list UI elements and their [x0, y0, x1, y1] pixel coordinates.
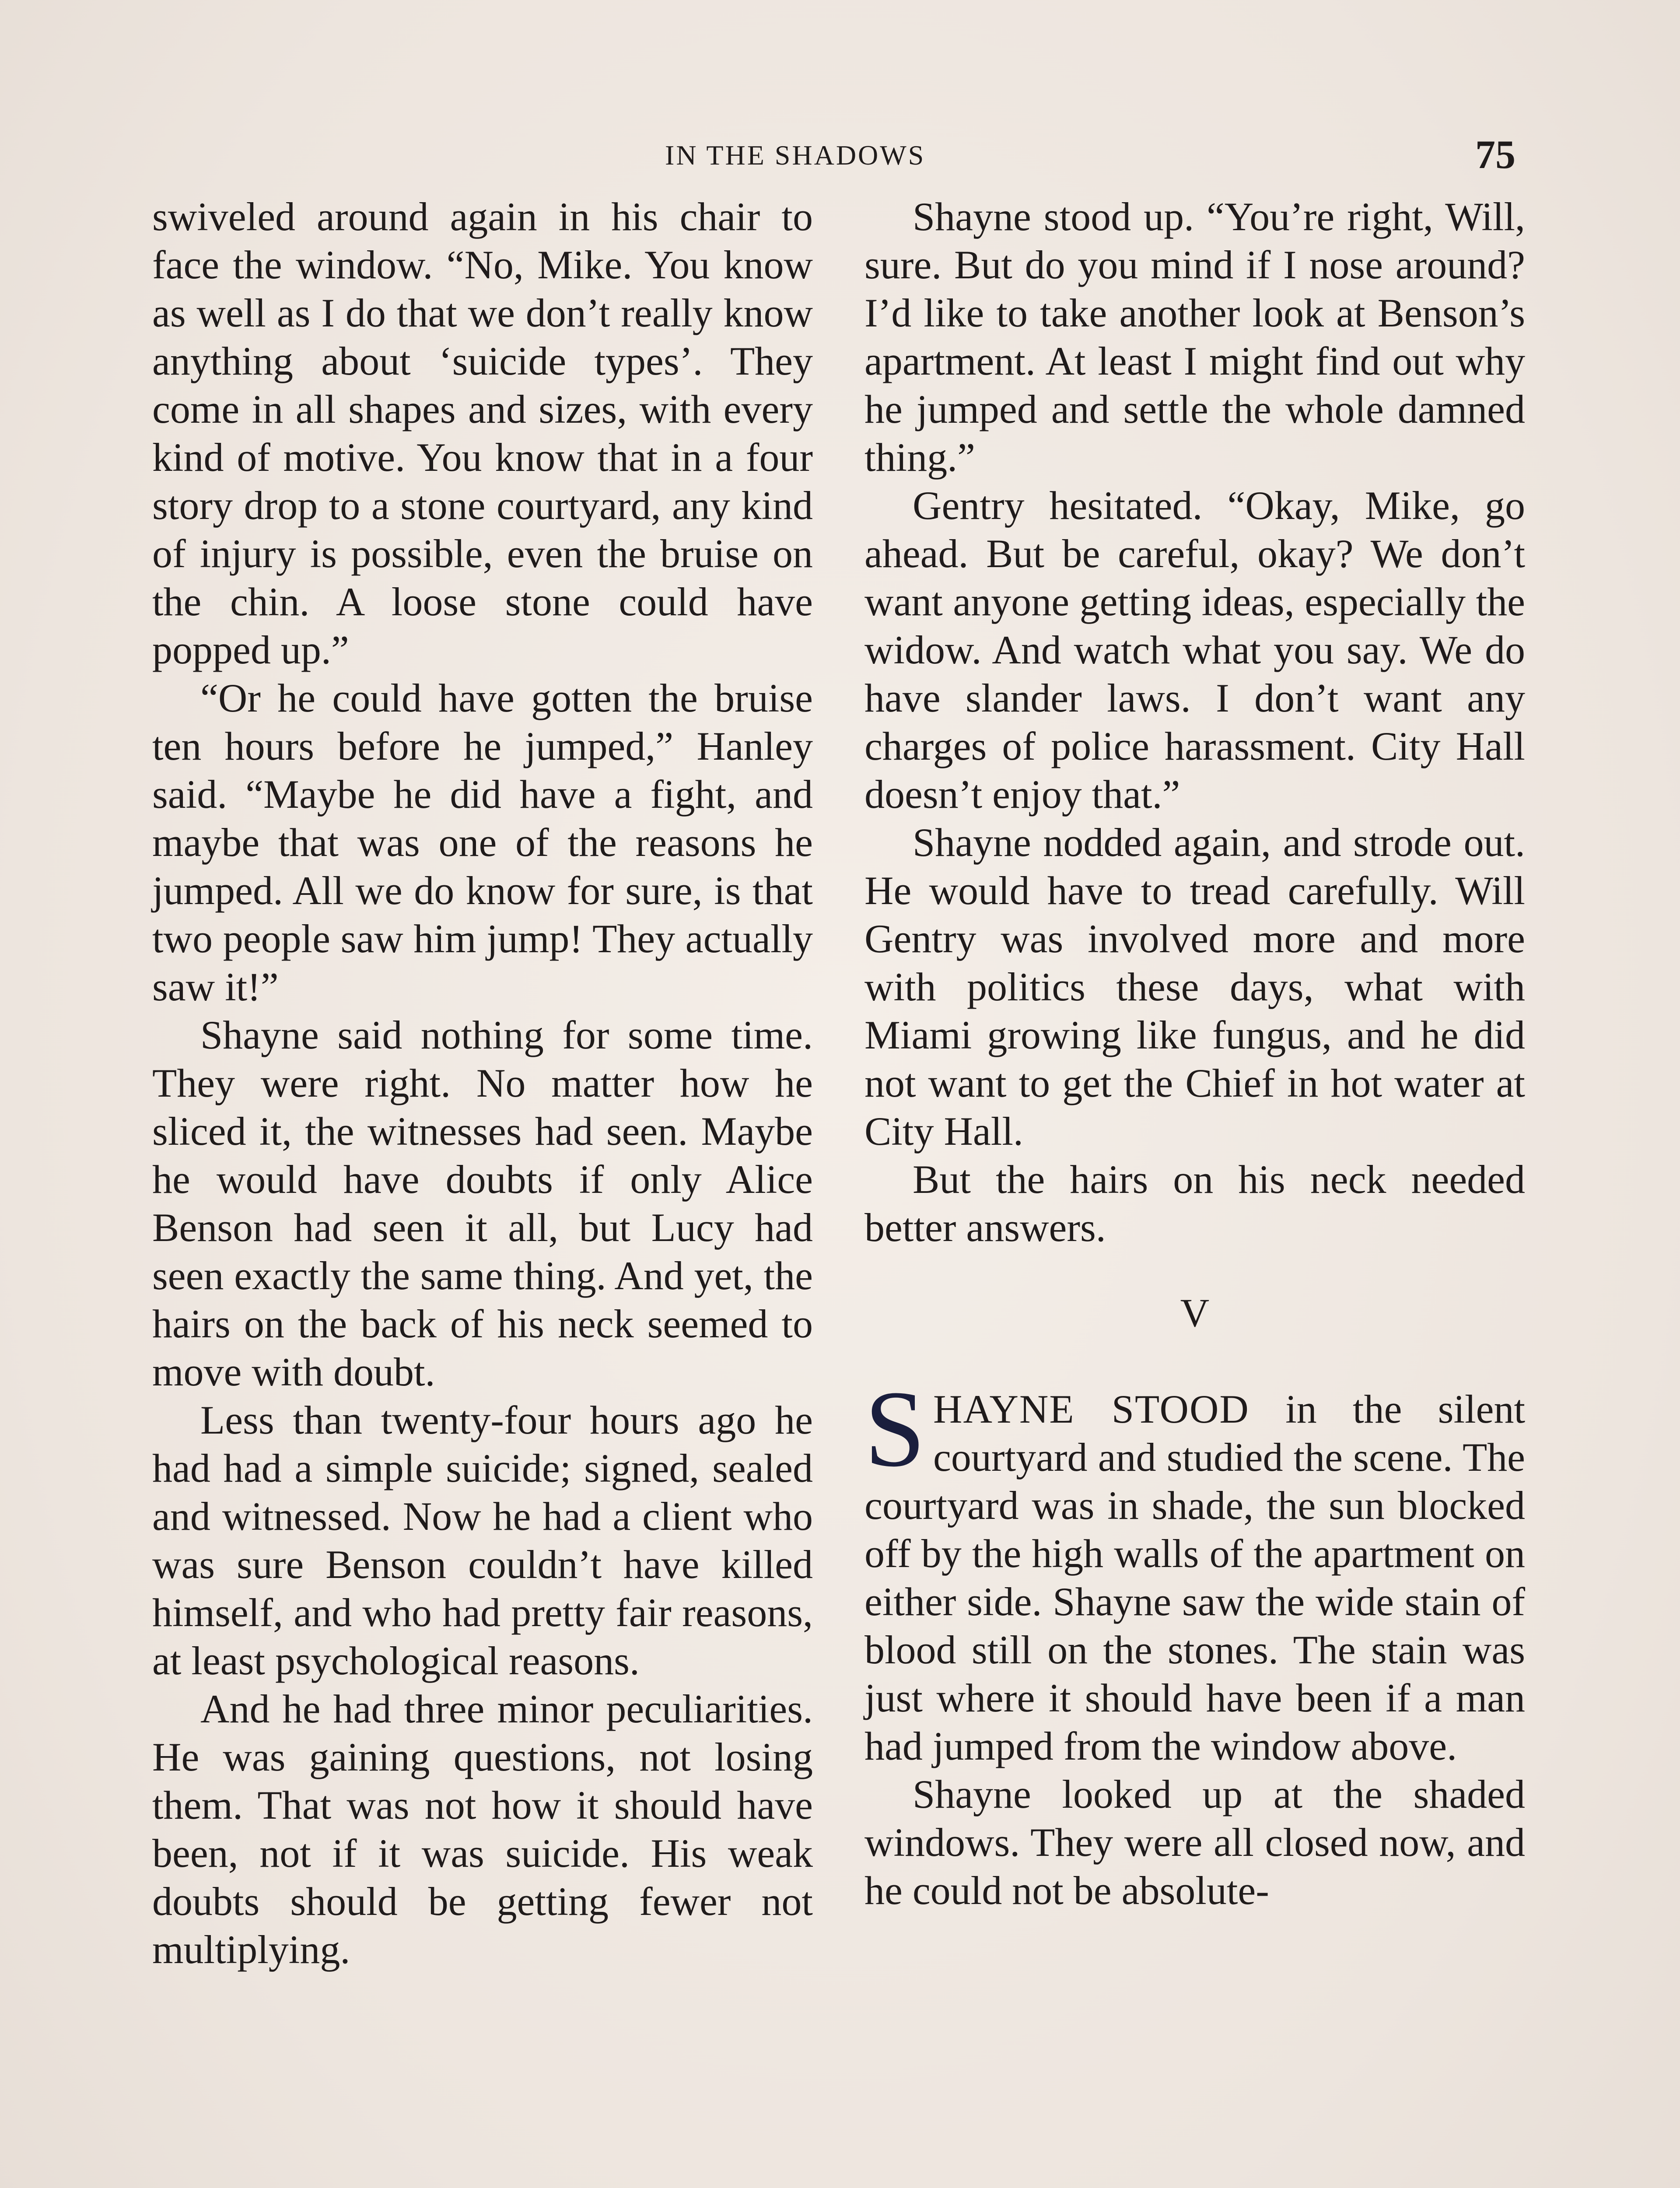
page-number: 75 [1475, 132, 1516, 177]
drop-cap: S [864, 1368, 926, 1490]
page-header [0, 131, 1680, 184]
paragraph: Less than twenty-four hours ago he had had a simple suicide; signed, sealed and witnessed. Now he had a client who was sure Benson couldn’t have killed himself, and who had pretty fair reasons, at least psychological reasons. [152, 1398, 813, 1683]
paragraph: Shayne looked up at the shaded windows. They were all closed now, and he could not be absolute- [864, 1772, 1525, 1913]
running-title: IN THE SHADOWS [665, 140, 926, 171]
paragraph: And he had three minor peculiarities. He was gaining questions, not losing them. That was not how it should have been, not if it was suicide. His weak doubts should be getting fewer not multiplying. [152, 1687, 813, 1972]
paragraph: Shayne nodded again, and strode out. He would have to tread carefully. Will Gentry was involved more and more with politics these days, what with Miami growing like fungus, and he did not want to get the Chief in hot water at City Hall. [864, 820, 1525, 1154]
small-caps-lead: HAYNE STOOD [933, 1387, 1250, 1431]
paragraph: Shayne stood up. “You’re right, Will, sure. But do you mind if I nose around? I’d like to take another look at Benson’s apartment. At least I might find out why he jumped and settle the whole damned thing.” [864, 194, 1525, 480]
paragraph: “Or he could have gotten the bruise ten hours before he jumped,” Hanley said. “Maybe he did have a fight, and maybe that was one of the reasons he jumped. All we do know for sure, is that two people saw him jump! They actually saw it!” [152, 676, 813, 1009]
paragraph: Gentry hesitated. “Okay, Mike, go ahead. But be careful, okay? We don’t want anyone getting ideas, especially the widow. And watch what you say. We do have slander laws. I don’t want any charges of police harassment. City Hall doesn’t enjoy that.” [864, 483, 1525, 817]
section-heading: V [1180, 1290, 1210, 1335]
paragraph: But the hairs on his neck needed better answers. [864, 1157, 1525, 1250]
paragraph: Shayne said nothing for some time. They were right. No matter how he sliced it, the witnesses had seen. Maybe he would have doubts if only Alice Benson had seen it all, but Lucy had seen exactly the same thing. And yet, the hairs on the back of his neck seemed to move with doubt. [152, 1013, 813, 1394]
opening-paragraph-text: in the silent courtyard and studied the scene. The courtyard was in shade, the sun blocked off by the high walls of the apartment on either side. Shayne saw the wide stain of blood still on the stones. The stain was just where it should have been if a man had jumped from the window above. [864, 1387, 1526, 1768]
paragraph: swiveled around again in his chair to face the window. “No, Mike. You know as well as I do that we don’t really know anything about ‘suicide types’. They come in all shapes and sizes, with every kind of motive. You know that in a four story drop to a stone courtyard, any kind of injury is possible, even the bruise on the chin. A loose stone could have popped up.” [152, 194, 813, 672]
section-opening-paragraph [864, 1368, 1526, 1770]
right-column [864, 193, 1525, 1914]
left-column [152, 193, 813, 1974]
